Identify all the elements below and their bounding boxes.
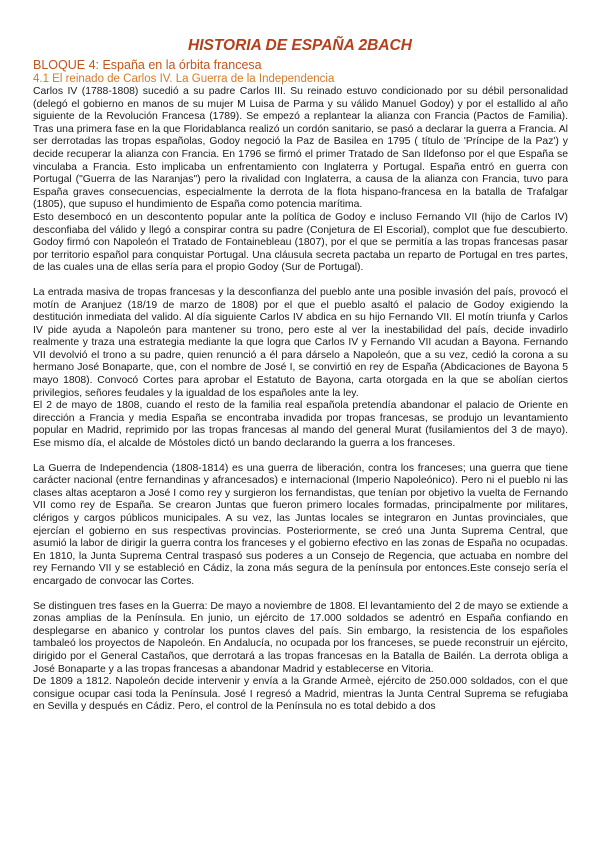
paragraph-segunda-fase: De 1809 a 1812. Napoleón decide intervenir y envía a la Grande Armeè, ejército de 250.000 soldados, con el que consigue ocupar casi toda la Península. José I regresó a Madrid, mientras la Junta Central Suprema se refugiaba en Sevilla y después en Cádiz. Pero, el control de la Península no es total debido a dos (33, 676, 568, 713)
paragraph-fases-guerra: Se distinguen tres fases en la Guerra: De mayo a noviembre de 1808. El levantamiento del 2 de mayo se extiende a zonas amplias de la Península. En junio, un ejército de 17.000 soldados se adentró en España confiando en desplegarse en abanico y controlar los puntos claves del país. Sin embargo, la resistencia de los españoles tambaleó los proyectos de Napoleón. En Andalucía, no ocupada por los franceses, se puede reconstruir un ejército, dirigido por el General Castaños, que derrotará a las tropas francesas en la Batalla de Bailén. La derrota obliga a José Bonaparte y a las tropas francesas a abandonar Madrid y establecerse en Vitoria. (33, 600, 568, 675)
body-text (0, 86, 600, 714)
paragraph-dos-de-mayo: El 2 de mayo de 1808, cuando el resto de la familia real española pretendía abandonar el palacio de Oriente en dirección a Francia y media España se encontraba invadida por tropas francesas, se produjo un levantamiento popular en Madrid, reprimido por las tropas francesas al mando del general Murat (fusilamientos del 3 de mayo). Ese mismo día, el alcalde de Móstoles dictó un bando declarando la guerra a los franceses. (33, 400, 568, 450)
paragraph-motin-aranjuez: La entrada masiva de tropas francesas y la desconfianza del pueblo ante una posible invasión del país, provocó el motín de Aranjuez (18/19 de marzo de 1808) por el que el pueblo asaltó el palacio de Godoy exigiendo la destitución inmediata del valido. Al día siguiente Carlos IV abdica en su hijo Fernando VII. El motín triunfa y Carlos IV pide ayuda a Napoleón para mantener su trono, pero este al ver la inestabilidad del país, decide invadirlo realmente y traza una estrategia mediante la que logra que Carlos IV y Fernando VII acudan a Bayona. Fernando VII devolvió el trono a su padre, quien renunció a él para dárselo a Napoleón, que a su vez, cedió la corona a su hermano José Bonaparte, que, con el nombre de José I, se convirtió en rey de España (Abdicaciones de Bayona 5 mayo 1808). Convocó Cortes para aprobar el Estatuto de Bayona, carta otorgada en la que se abolían ciertos privilegios, señores feudales y la igualdad de los españoles ante la ley. (33, 286, 568, 399)
paragraph-gap (33, 451, 568, 463)
document-title: HISTORIA DE ESPAÑA 2BACH (188, 37, 412, 54)
paragraph-carlos-iv: Carlos IV (1788-1808) sucedió a su padre Carlos III. Su reinado estuvo condicionado por su débil personalidad (delegó el gobierno en manos de su mujer M Luisa de Parma y su válido Manuel Godoy) y por el estallido al año siguiente de la Revolución Francesa (1789). Se empezó a replantear la alianza con Francia (Pactos de Familia). Tras una primera fase en la que Floridablanca realizó un cordón sanitario, se pasó a declarar la guerra a Francia. Al ser derrotadas las tropas españolas, Godoy negoció la Paz de Basilea en 1795 ( título de 'Príncipe de la Paz') y decide recuperar la alianza con Francia. En 1796 se firmó el primer Tratado de San Ildefonso por el que España se vinculaba a Francia. Esto implicaba un enfrentamiento con Inglaterra y Portugal. España entró en guerra con Portugal ("Guerra de las Naranjas") pero la rivalidad con Inglaterra, a causa de la alianza con Francia, tuvo para España graves consecuencias, especialmente la derrota de la flota hispano-francesa en la batalla de Trafalgar (1805), que supuso el hundimiento de España como potencia marítima. (33, 86, 568, 211)
paragraph-gap (33, 589, 568, 601)
subsection-heading: 4.1 El reinado de Carlos IV. La Guerra de la Independencia (33, 73, 335, 85)
paragraph-gap (33, 275, 568, 287)
paragraph-guerra-independencia: La Guerra de Independencia (1808-1814) es una guerra de liberación, contra los franceses; una guerra que tiene carácter nacional (entre fernandinas y afrancesados) e internacional (Imperio Napoleónico). Pero ni el pueblo ni las clases altas aceptaron a José I como rey y surgieron los fernandistas, que tenían por objetivo la vuelta de Fernando VII como rey de España. Se crearon Juntas que fueron primero locales formadas, principalmente por militares, clérigos y cargos públicos municipales. A su vez, las Juntas locales se integraron en Juntas provinciales, que ejercían el gobierno en sus respectivas provincias. Posteriormente, se creó una Junta Suprema Central, que asumió la labor de dirigir la guerra contra los franceses y el gobierno efectivo en las zonas de España no ocupadas. En 1810, la Junta Suprema Central traspasó sus poderes a un Consejo de Regencia, que actuaba en nombre del rey Fernando VII y se estableció en Cádiz, la zona más segura de la península por entonces.Este consejo sería el encargado de convocar las Cortes. (33, 462, 568, 587)
section-heading: BLOQUE 4: España en la órbita francesa (33, 58, 262, 72)
paragraph-godoy-descontento: Esto desembocó en un descontento popular ante la política de Godoy e incluso Fernando VII (hijo de Carlos IV) desconfiaba del válido y llegó a conspirar contra su padre (Conjetura de El Escorial), complot que fue descubierto. Godoy firmó con Napoleón el Tratado de Fontainebleau (1807), por el que se permitía a las tropas francesas pasar por territorio español para conquistar Portugal. Una cláusula secreta pactaba un reparto de Portugal en tres partes, de las cuales una de ellas sería para el propio Godoy (Sur de Portugal). (33, 211, 568, 274)
